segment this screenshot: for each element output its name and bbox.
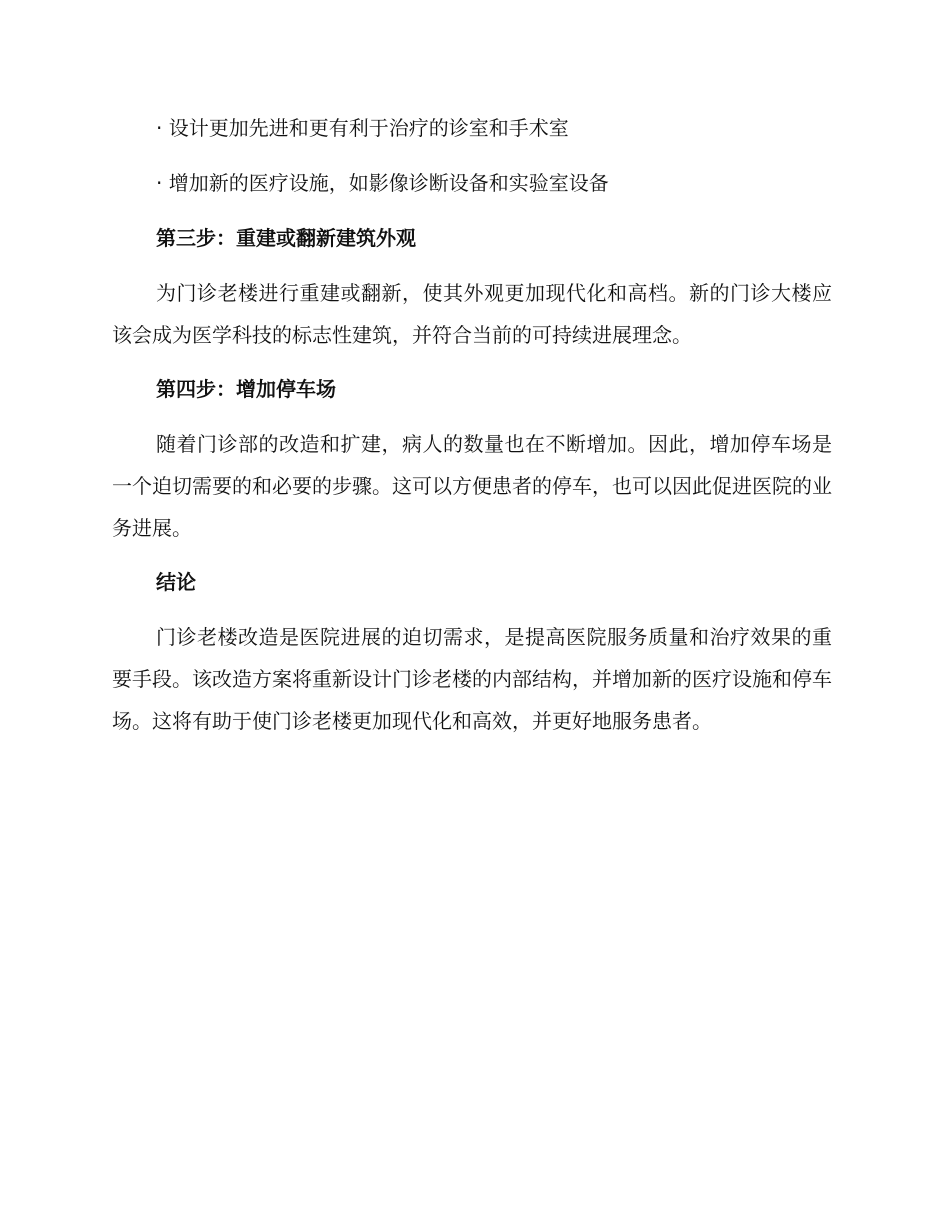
bullet-item-consultation-rooms: · 设计更加先进和更有利于治疗的诊室和手术室 — [156, 116, 569, 140]
section-heading-conclusion: 结论 — [156, 570, 196, 594]
bullet-item-medical-facilities: · 增加新的医疗设施，如影像诊断设备和实验室设备 — [156, 171, 609, 195]
section-paragraph-conclusion: 门诊老楼改造是医院进展的迫切需求，是提高医院服务质量和治疗效果的重要手段。该改造方案将重新设计门诊老楼的内部结构，并增加新的医疗设施和停车场。这将有助于使门诊老楼更加现代化和高效，并更好地服务患者。 — [112, 625, 832, 733]
section-paragraph-step-three: 为门诊老楼进行重建或翻新，使其外观更加现代化和高档。新的门诊大楼应该会成为医学科技的标志性建筑，并符合当前的可持续进展理念。 — [112, 281, 832, 347]
section-heading-step-four: 第四步：增加停车场 — [156, 377, 336, 401]
section-paragraph-step-four: 随着门诊部的改造和扩建，病人的数量也在不断增加。因此，增加停车场是一个迫切需要的和必要的步骤。这可以方便患者的停车，也可以因此促进医院的业务进展。 — [112, 432, 832, 540]
document-body — [112, 108, 832, 755]
section-heading-step-three: 第三步：重建或翻新建筑外观 — [156, 226, 416, 250]
